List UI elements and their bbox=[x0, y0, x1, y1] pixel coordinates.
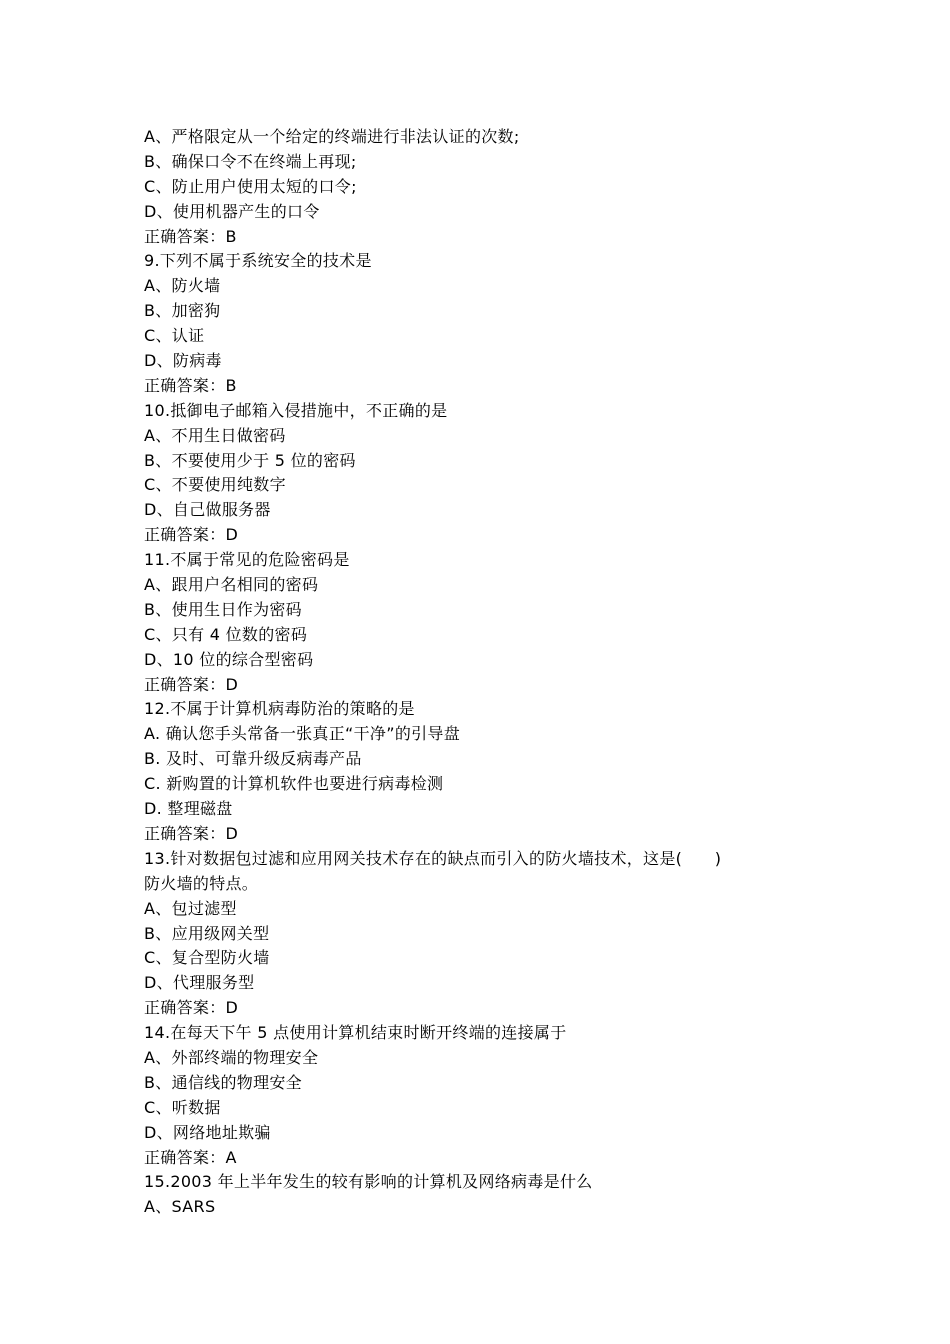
answer-line: 正确答案：B bbox=[144, 226, 237, 246]
option-line: C、不要使用纯数字 bbox=[144, 475, 286, 495]
option-line: B、使用生日作为密码 bbox=[144, 599, 302, 619]
question-line: 13.针对数据包过滤和应用网关技术存在的缺点而引入的防火墙技术，这是( ) bbox=[144, 848, 722, 868]
option-line: A. 确认您手头常备一张真正“干净”的引导盘 bbox=[144, 724, 461, 744]
option-line: A、严格限定从一个给定的终端进行非法认证的次数; bbox=[144, 127, 520, 146]
option-line: B. 及时、可靠升级反病毒产品 bbox=[144, 749, 362, 769]
option-line: A、不用生日做密码 bbox=[144, 425, 286, 445]
question-line: 14.在每天下午 5 点使用计算机结束时断开终端的连接属于 bbox=[144, 1023, 567, 1043]
question-list bbox=[144, 125, 814, 1220]
option-line: C、认证 bbox=[144, 326, 205, 346]
option-line: D、代理服务型 bbox=[144, 973, 255, 993]
answer-line: 正确答案：D bbox=[144, 998, 239, 1018]
option-line: C、听数据 bbox=[144, 1097, 221, 1117]
question-line: 9.下列不属于系统安全的技术是 bbox=[144, 251, 372, 271]
option-line: A、跟用户名相同的密码 bbox=[144, 575, 319, 595]
question-line: 15.2003 年上半年发生的较有影响的计算机及网络病毒是什么 bbox=[144, 1172, 593, 1192]
option-line: D、10 位的综合型密码 bbox=[144, 649, 314, 669]
answer-line: 正确答案：A bbox=[144, 1147, 237, 1167]
option-line: B、确保口令不在终端上再现; bbox=[144, 151, 357, 171]
answer-line: 正确答案：D bbox=[144, 823, 239, 843]
question-line-continued: 防火墙的特点。 bbox=[144, 873, 259, 893]
question-line: 11.不属于常见的危险密码是 bbox=[144, 550, 350, 570]
option-line: C、只有 4 位数的密码 bbox=[144, 624, 308, 644]
option-line: B、应用级网关型 bbox=[144, 923, 270, 943]
option-line: A、SARS bbox=[144, 1197, 216, 1217]
option-line: B、加密狗 bbox=[144, 301, 221, 321]
option-line: C、防止用户使用太短的口令; bbox=[144, 176, 357, 196]
option-line: D、自己做服务器 bbox=[144, 500, 271, 520]
option-line: C. 新购置的计算机软件也要进行病毒检测 bbox=[144, 774, 444, 794]
option-line: D、使用机器产生的口令 bbox=[144, 201, 320, 221]
question-line: 12.不属于计算机病毒防治的策略的是 bbox=[144, 699, 415, 719]
option-line: D、防病毒 bbox=[144, 351, 222, 371]
option-line: D. 整理磁盘 bbox=[144, 799, 233, 819]
answer-line: 正确答案：D bbox=[144, 674, 239, 694]
option-line: C、复合型防火墙 bbox=[144, 948, 270, 968]
answer-line: 正确答案：B bbox=[144, 375, 237, 395]
option-line: B、不要使用少于 5 位的密码 bbox=[144, 450, 356, 470]
answer-line: 正确答案：D bbox=[144, 525, 239, 545]
question-line: 10.抵御电子邮箱入侵措施中，不正确的是 bbox=[144, 400, 448, 420]
option-line: A、外部终端的物理安全 bbox=[144, 1047, 319, 1067]
option-line: B、通信线的物理安全 bbox=[144, 1072, 302, 1092]
option-line: D、网络地址欺骗 bbox=[144, 1122, 271, 1142]
option-line: A、防火墙 bbox=[144, 276, 221, 296]
option-line: A、包过滤型 bbox=[144, 898, 237, 918]
